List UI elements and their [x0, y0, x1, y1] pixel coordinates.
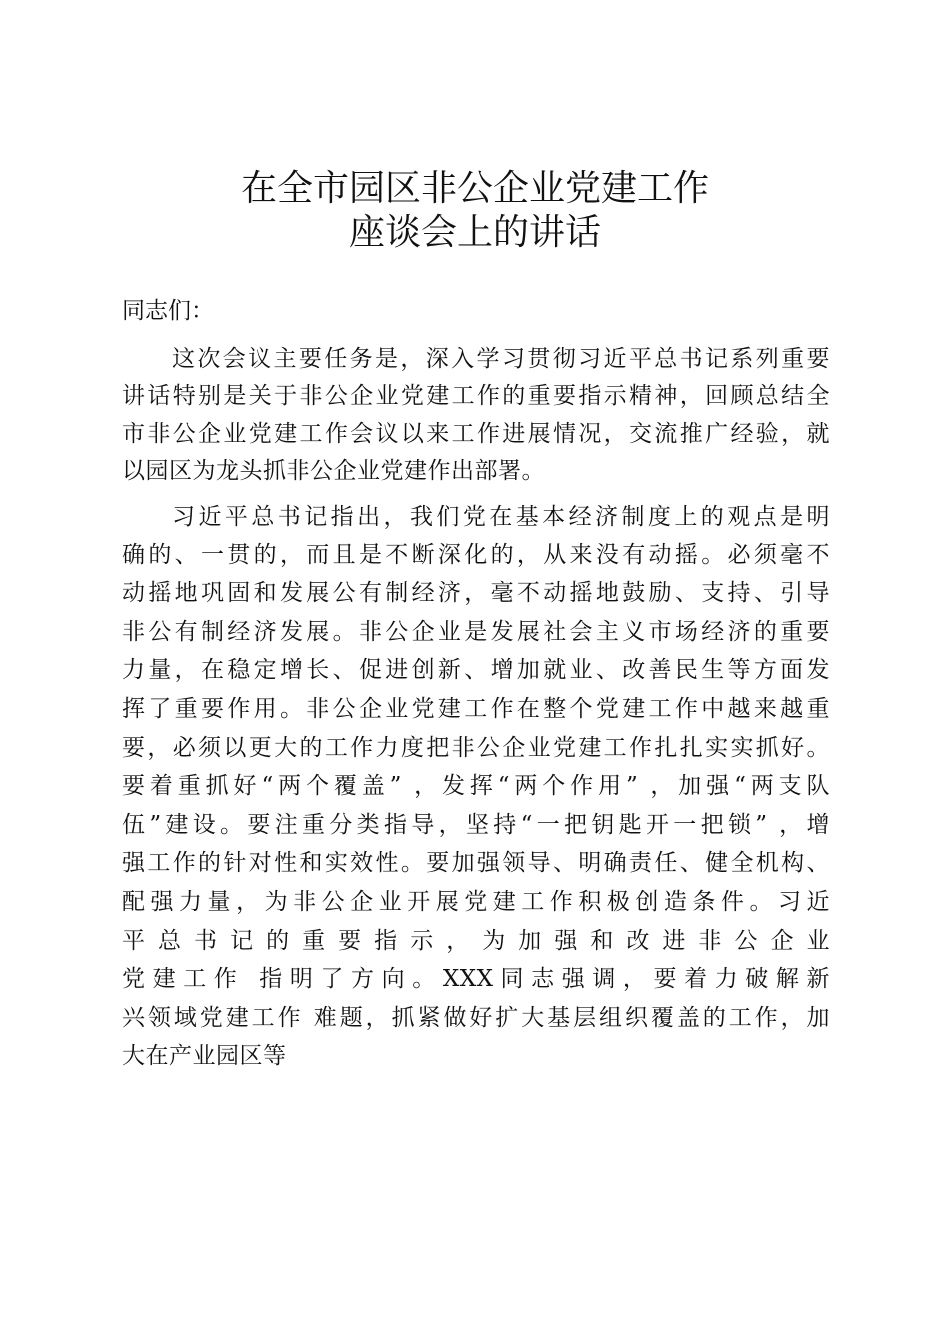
document-title-line-1: 在全市园区非公企业党建工作: [240, 168, 709, 209]
paragraph-2-line: 大在产业园区等: [122, 1043, 287, 1069]
paragraph-2-line: 兴领域党建工作 难题，抓紧做好扩大基层组织覆盖的工作，加: [122, 1005, 830, 1031]
paragraph-2-line: 配强力量，为非公企业开展党建工作积极创造条件。习近: [122, 889, 830, 915]
paragraph-2-line: 党建工作 指明了方向。XXX同志强调，要着力破解新: [122, 966, 830, 992]
paragraph-2-line: 挥了重要作用。非公企业党建工作在整个党建工作中越来越重: [122, 696, 830, 722]
paragraph-2-line: 伍”建设。要注重分类指导，坚持“一把钥匙开一把锁” ，增: [122, 812, 830, 838]
paragraph-2-line: 非公有制经济发展。非公企业是发展社会主义市场经济的重要: [122, 619, 830, 645]
paragraph-1-line: 市非公企业党建工作会议以来工作进展情况，交流推广经验，就: [122, 421, 830, 447]
document-title-line-2: 座谈会上的讲话: [348, 212, 601, 253]
paragraph-1-line: 这次会议主要任务是，深入学习贯彻习近平总书记系列重要: [172, 346, 830, 372]
paragraph-2-line: 习近平总书记指出，我们党在基本经济制度上的观点是明: [172, 504, 830, 530]
paragraph-2-line: 平总书记的重要指示，为加强和改进非公企业: [122, 928, 830, 954]
paragraph-2-line: 确的、一贯的，而且是不断深化的，从来没有动摇。必须毫不: [122, 542, 830, 568]
paragraph-2-line: 强工作的针对性和实效性。要加强领导、明确责任、健全机构、: [122, 850, 830, 876]
paragraph-1-line: 以园区为龙头抓非公企业党建作出部署。: [122, 458, 545, 484]
salutation: 同志们：: [122, 298, 214, 324]
paragraph-2-line: 动摇地巩固和发展公有制经济，毫不动摇地鼓励、支持、引导: [122, 580, 830, 606]
paragraph-2-line: 要，必须以更大的工作力度把非公企业党建工作扎扎实实抓好。: [122, 735, 830, 761]
paragraph-2-line: 要着重抓好“两个覆盖” ，发挥“两个作用” ，加强“两支队: [122, 773, 830, 799]
paragraph-1-line: 讲话特别是关于非公企业党建工作的重要指示精神，回顾总结全: [122, 383, 830, 409]
paragraph-2-line: 力量，在稳定增长、促进创新、增加就业、改善民生等方面发: [122, 657, 830, 683]
